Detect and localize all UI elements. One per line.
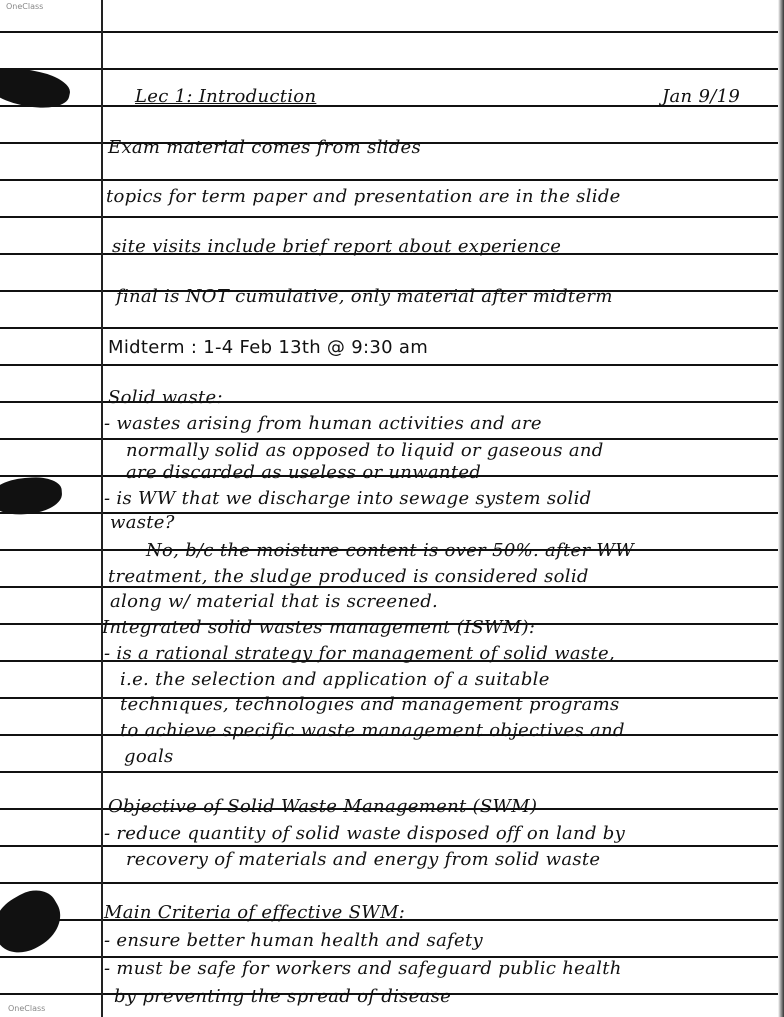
note-line: No, b/c the moisture content is over 50%. after WW [146,540,635,561]
note-line: final is NOT cumulative, only material after midterm [116,286,613,307]
note-line: - wastes arising from human activities and are [104,413,542,434]
note-line: goals [124,746,174,767]
note-line: along w/ material that is screened. [110,591,439,612]
note-line: recovery of materials and energy from solid waste [126,849,601,870]
note-line: treatment, the sludge produced is considered solid [108,566,589,587]
note-line: - is WW that we discharge into sewage system solid [104,488,592,509]
note-line: to achieve specific waste management objectives and [120,720,625,741]
note-line: i.e. the selection and application of a suitable [120,669,550,690]
binder-hole-middle [0,476,63,517]
lecture-title: Lec 1: Introduction [135,86,317,107]
section-heading-iswm: Integrated solid wastes management (ISWM): [102,617,536,638]
note-line: - reduce quantity of solid waste disposed off on land by [104,823,626,844]
note-line: site visits include brief report about experience [112,236,562,257]
note-line: - is a rational strategy for management of solid waste, [104,643,615,664]
note-line: - must be safe for workers and safeguard public health [104,958,622,979]
binder-hole-top [0,62,73,115]
watermark-bottom: OneClass [8,1004,46,1013]
lecture-date: Jan 9/19 [662,86,741,107]
watermark-top: OneClass [6,2,44,11]
note-line: topics for term paper and presentation are in the slide [106,186,621,207]
binder-hole-bottom [0,881,71,963]
note-line: by preventing the spread of disease [114,986,452,1007]
note-line: - ensure better human health and safety [104,930,484,951]
note-line: are discarded as useless or unwanted [126,462,482,483]
note-line: waste? [110,512,175,533]
section-heading-swm-criteria: Main Criteria of effective SWM: [104,902,406,923]
note-line-midterm: Midterm : 1-4 Feb 13th @ 9:30 am [108,337,429,358]
page-edge-shadow [778,0,784,1017]
section-heading-solid-waste: Solid waste: [108,387,223,408]
note-line: techniques, technologies and management programs [120,694,620,715]
margin-line [101,0,103,1017]
section-heading-swm-objective: Objective of Solid Waste Management (SWM) [108,796,538,817]
note-line: normally solid as opposed to liquid or gaseous and [126,440,604,461]
note-line: Exam material comes from slides [108,137,422,158]
